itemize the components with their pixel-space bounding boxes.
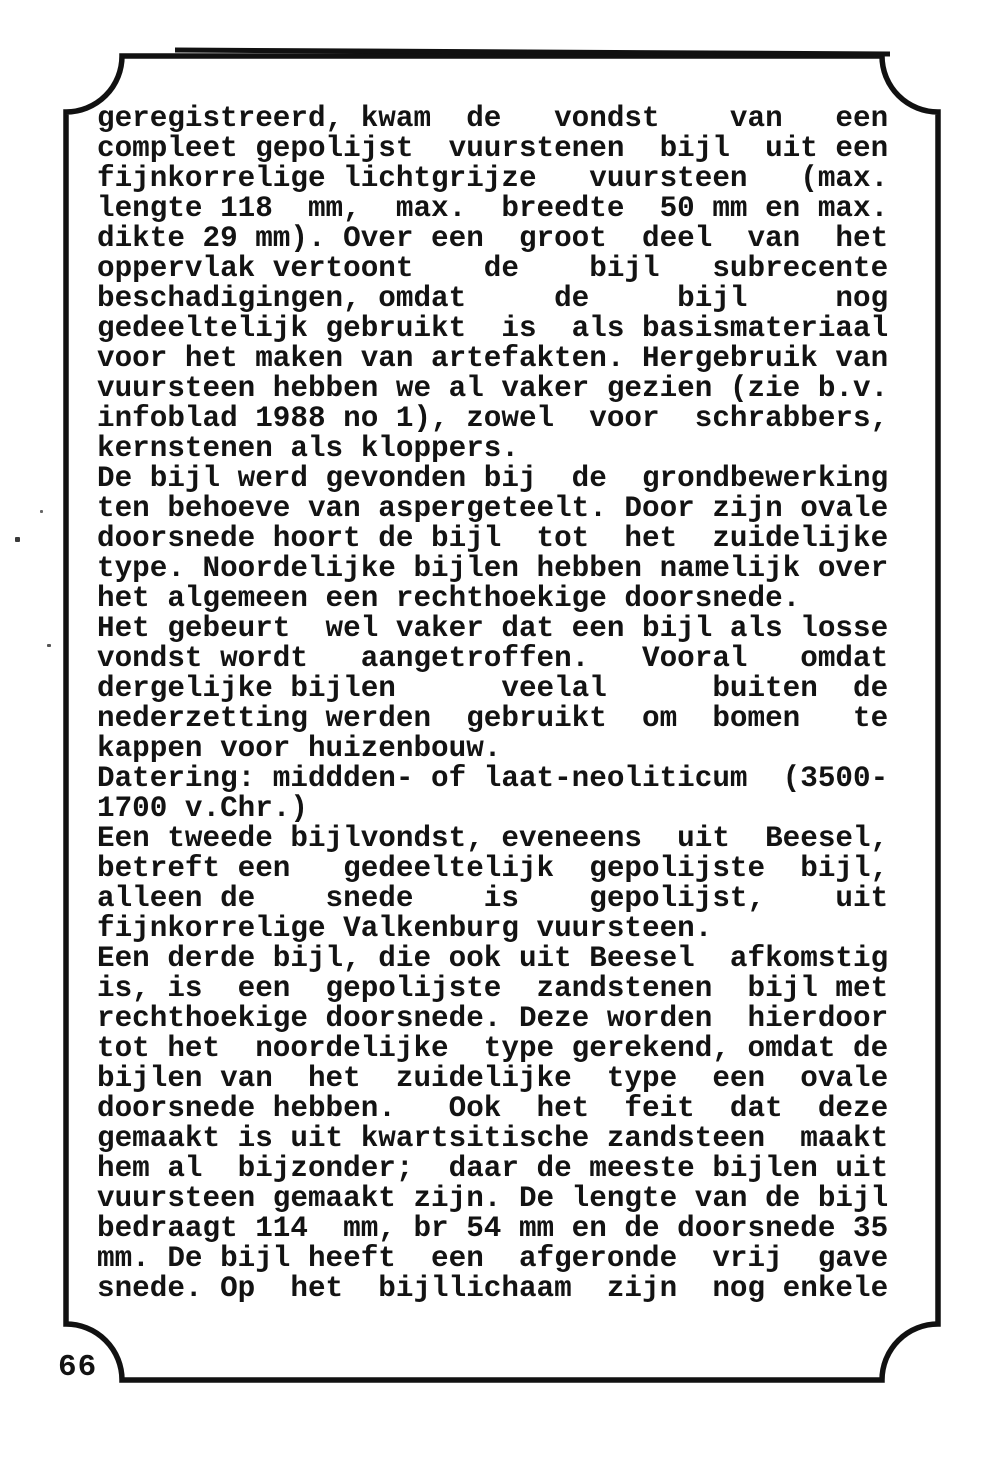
text-line-19: vondst wordt aangetroffen. Vooral omdat: [97, 642, 889, 675]
text-line-7: beschadigingen, omdat de bijl nog: [97, 282, 889, 315]
text-line-13: De bijl werd gevonden bij de grondbewerking: [97, 462, 889, 495]
text-line-18: Het gebeurt wel vaker dat een bijl als losse: [97, 612, 889, 645]
text-line-11: infoblad 1988 no 1), zowel voor schrabbers,: [97, 402, 889, 435]
text-line-4: lengte 118 mm, max. breedte 50 mm en max.: [97, 192, 889, 225]
scan-speck: [15, 537, 20, 542]
text-line-40: snede. Op het bijllichaam zijn nog enkele: [97, 1272, 889, 1305]
text-line-6: oppervlak vertoont de bijl subrecente: [97, 252, 889, 285]
text-line-35: gemaakt is uit kwartsitische zandsteen maakt: [97, 1122, 889, 1155]
text-line-3: fijnkorrelige lichtgrijze vuursteen (max.: [97, 162, 889, 195]
page-number: 66: [58, 1350, 98, 1385]
text-line-25: Een tweede bijlvondst, eveneens uit Beesel,: [97, 822, 889, 855]
text-line-30: is, is een gepolijste zandstenen bijl met: [97, 972, 889, 1005]
text-line-10: vuursteen hebben we al vaker gezien (zie b.v.: [97, 372, 889, 405]
text-line-20: dergelijke bijlen veelal buiten de: [97, 672, 889, 705]
text-line-29: Een derde bijl, die ook uit Beesel afkomstig: [97, 942, 889, 975]
text-line-21: nederzetting werden gebruikt om bomen te: [97, 702, 889, 735]
scan-speck: [40, 510, 43, 513]
text-line-32: tot het noordelijke type gerekend, omdat de: [97, 1032, 889, 1065]
text-line-2: compleet gepolijst vuurstenen bijl uit een: [97, 132, 889, 165]
text-line-15: doorsnede hoort de bijl tot het zuidelijke: [97, 522, 889, 555]
scan-speck: [47, 644, 51, 647]
text-line-16: type. Noordelijke bijlen hebben namelijk over: [97, 552, 889, 585]
text-line-31: rechthoekige doorsnede. Deze worden hierdoor: [97, 1002, 889, 1035]
text-line-14: ten behoeve van aspergeteelt. Door zijn ovale: [97, 492, 889, 525]
text-line-23: Datering: middden- of laat-neoliticum (3500-: [97, 762, 889, 795]
text-line-12: kernstenen als kloppers.: [97, 432, 519, 465]
text-line-36: hem al bijzonder; daar de meeste bijlen uit: [97, 1152, 889, 1185]
text-line-38: bedraagt 114 mm, br 54 mm en de doorsnede 35: [97, 1212, 889, 1245]
text-line-27: alleen de snede is gepolijst, uit: [97, 882, 889, 915]
text-line-8: gedeeltelijk gebruikt is als basismateriaal: [97, 312, 889, 345]
text-line-5: dikte 29 mm). Over een groot deel van het: [97, 222, 889, 255]
text-line-17: het algemeen een rechthoekige doorsnede.: [97, 582, 801, 615]
text-line-33: bijlen van het zuidelijke type een ovale: [97, 1062, 889, 1095]
text-line-22: kappen voor huizenbouw.: [97, 732, 502, 765]
text-line-34: doorsnede hebben. Ook het feit dat deze: [97, 1092, 889, 1125]
text-line-37: vuursteen gemaakt zijn. De lengte van de bijl: [97, 1182, 889, 1215]
text-line-26: betreft een gedeeltelijk gepolijste bijl,: [97, 852, 889, 885]
text-line-1: geregistreerd, kwam de vondst van een: [97, 102, 889, 135]
text-line-28: fijnkorrelige Valkenburg vuursteen.: [97, 912, 713, 945]
body-text: [97, 104, 888, 1304]
text-line-9: voor het maken van artefakten. Hergebruik van: [97, 342, 889, 375]
text-line-39: mm. De bijl heeft een afgeronde vrij gave: [97, 1242, 889, 1275]
text-line-24: 1700 v.Chr.): [97, 792, 308, 825]
